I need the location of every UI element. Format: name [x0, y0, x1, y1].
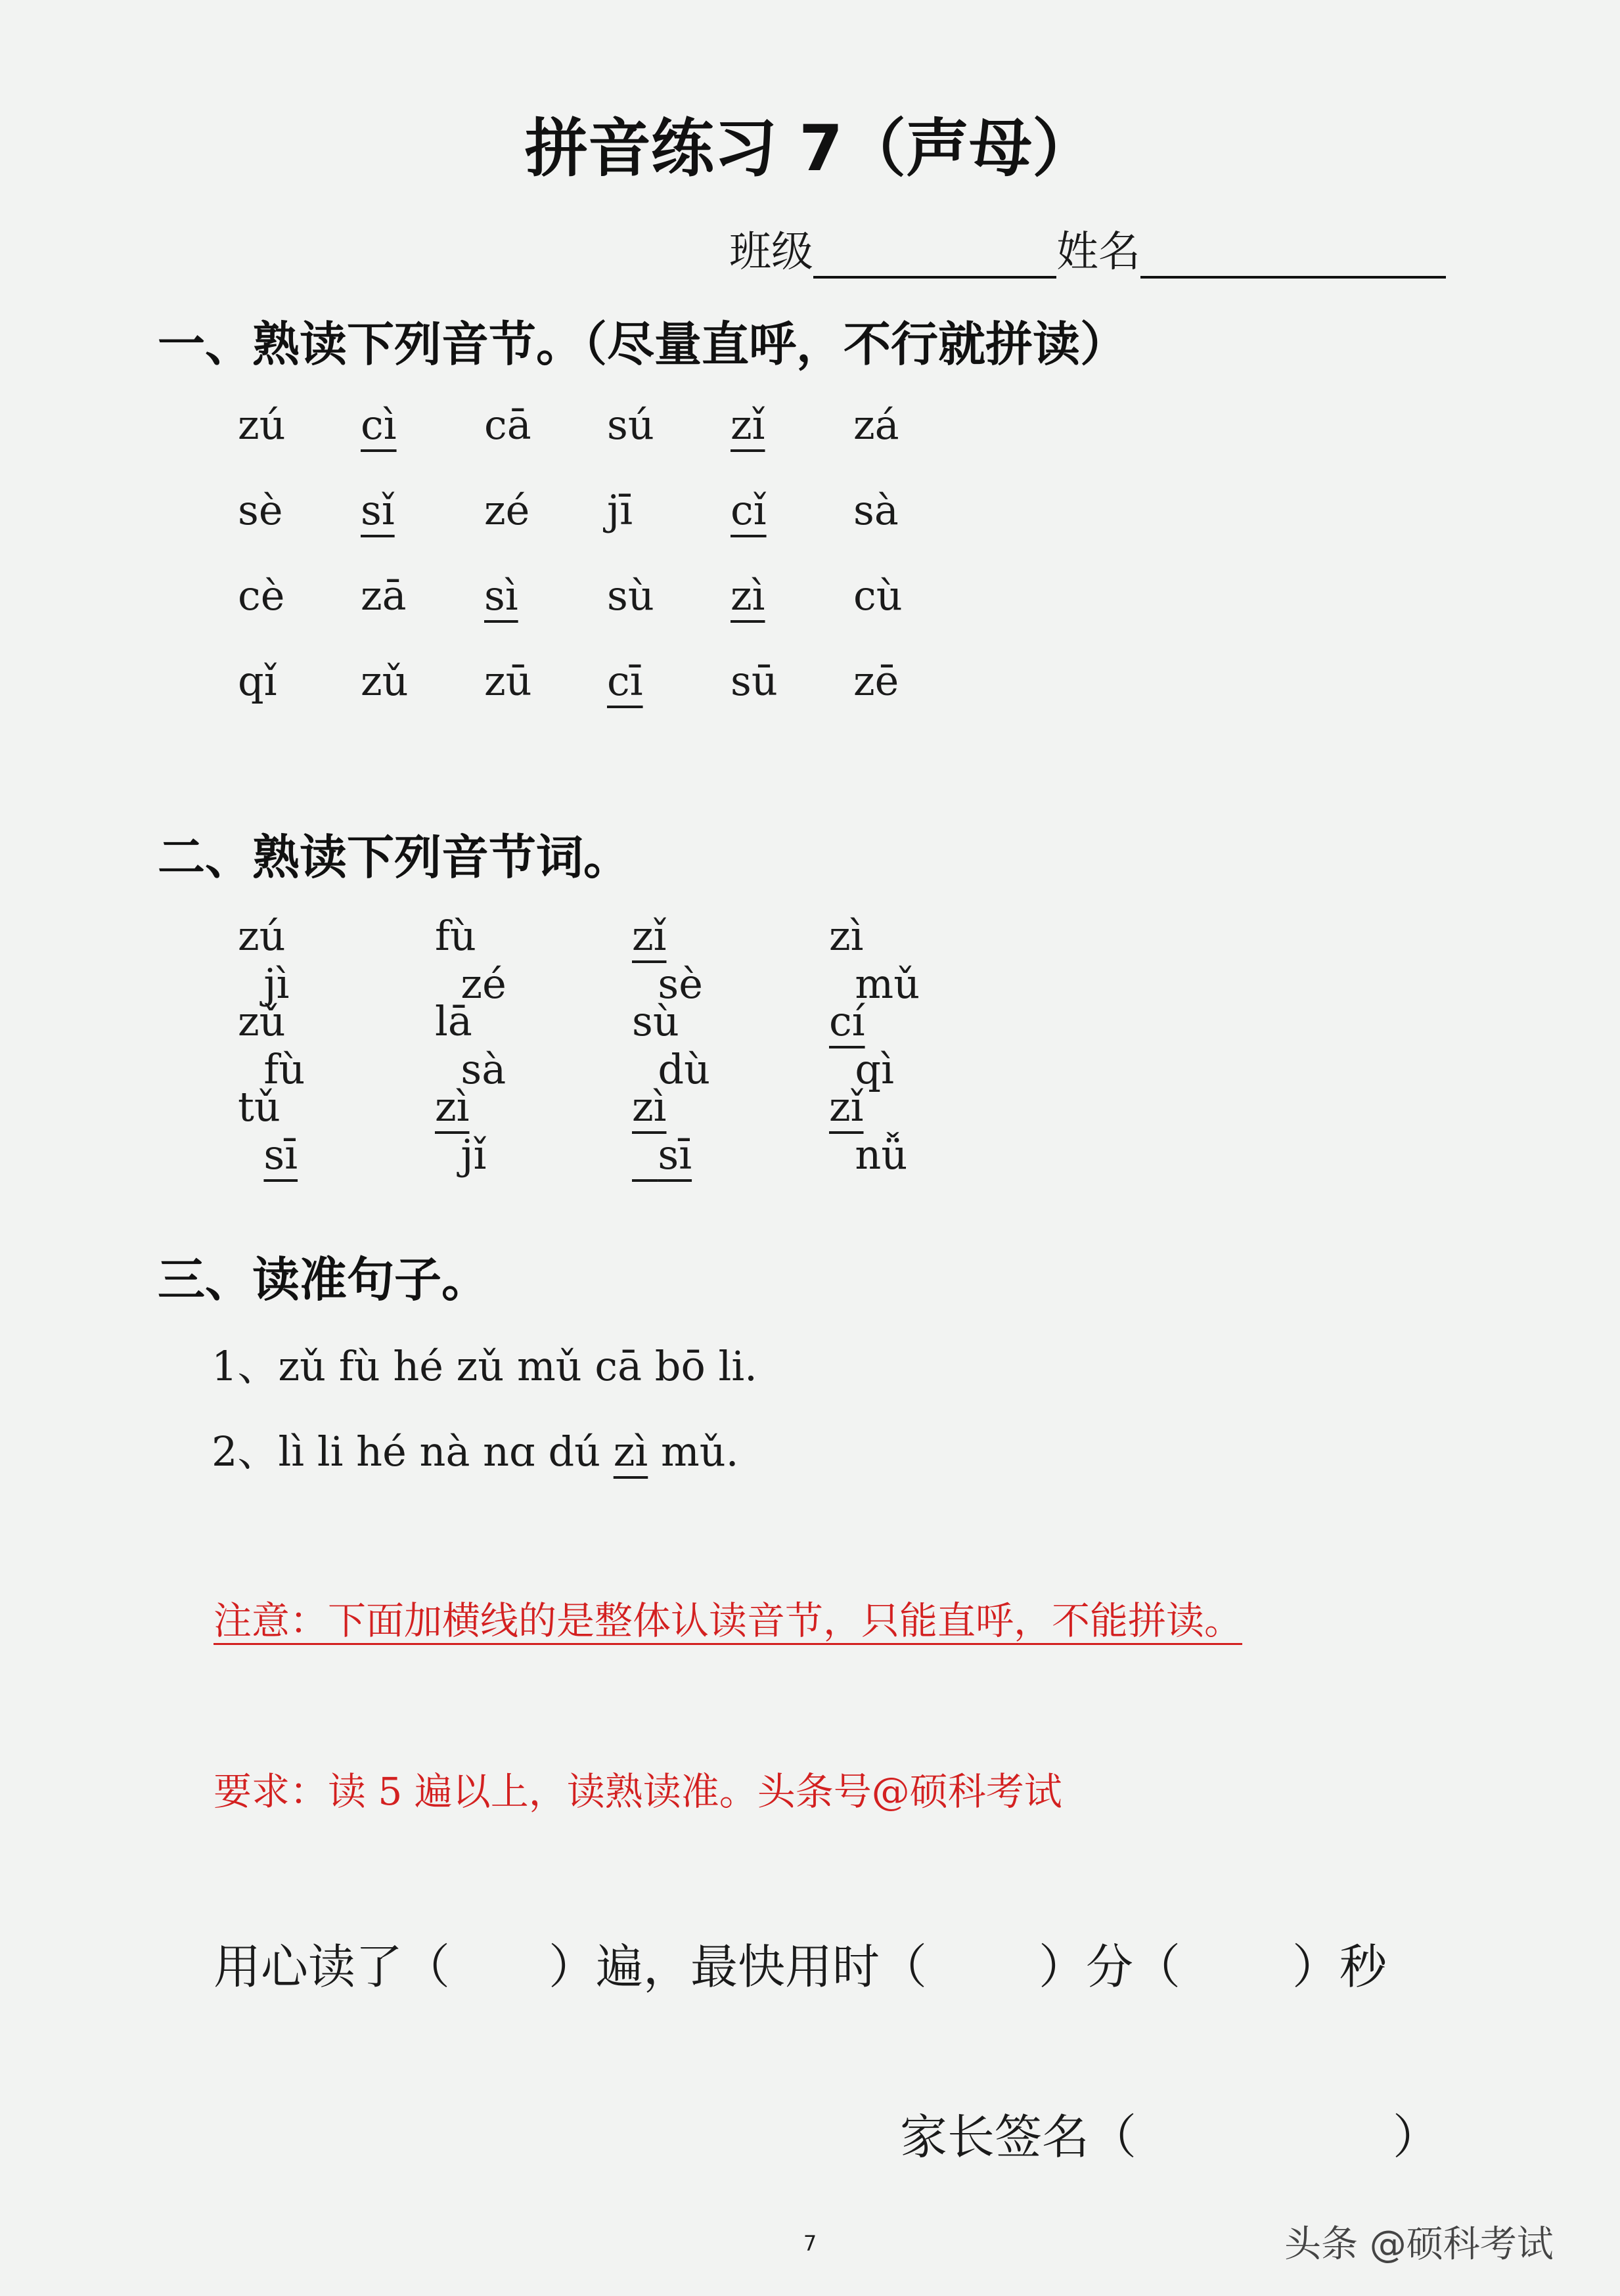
syllable: cì — [361, 401, 397, 449]
syllable: sù — [607, 572, 654, 619]
syllable: jì — [263, 960, 290, 1008]
syllable-word — [632, 1083, 692, 1179]
section3-title: 三、读准句子。 — [158, 1252, 489, 1307]
syllable: dù — [658, 1045, 711, 1093]
syllable: zé — [461, 960, 506, 1008]
syllable: mǔ — [855, 960, 920, 1008]
syllable: sǐ — [361, 486, 395, 534]
syllable: cī — [607, 657, 643, 705]
sentence — [212, 1419, 738, 1477]
syllable: sū — [731, 657, 778, 705]
syllable-word — [435, 997, 506, 1093]
requirement-text: 要求：读 5 遍以上，读熟读准。头条号@硕科考试 — [214, 1769, 1062, 1814]
syllable: sà — [461, 1045, 506, 1093]
syllable: cù — [853, 572, 903, 619]
syllable: cā — [484, 401, 531, 449]
syllable: sì — [484, 572, 518, 619]
sentence — [212, 1334, 757, 1392]
read-suffix: ）秒 — [1292, 1939, 1387, 1994]
section1-title: 一、熟读下列音节。（尽量直呼，不行就拼读） — [158, 317, 1128, 372]
syllable: qì — [855, 1045, 894, 1093]
sentence-part: zì — [613, 1428, 648, 1475]
sentence-part: mǔ. — [648, 1428, 739, 1475]
syllable: fù — [435, 912, 476, 960]
class-label: 班级 — [729, 228, 813, 277]
syllable: zú — [238, 401, 286, 449]
syllable-word — [238, 1083, 298, 1179]
class-field[interactable] — [813, 230, 1056, 279]
sentence-part: 1、zǔ fù hé zǔ mǔ cā bō li. — [212, 1342, 757, 1390]
syllable: tǔ — [238, 1083, 281, 1131]
syllable-word — [632, 912, 703, 1008]
syllable: zū — [484, 657, 532, 705]
syllable: zé — [484, 486, 530, 534]
syllable: sù — [632, 997, 679, 1045]
syllable-word — [829, 1083, 907, 1179]
name-bar — [729, 218, 1446, 279]
syllable: zā — [361, 572, 407, 619]
read-mid2: ）分（ — [1039, 1939, 1181, 1994]
read-mid1: ）遍，最快用时（ — [549, 1939, 928, 1994]
syllable: sè — [238, 486, 283, 534]
sentence-part: 2、lì li hé nà nɑ dú — [212, 1428, 614, 1475]
syllable: zǐ — [731, 401, 765, 449]
syllable: zē — [853, 657, 899, 705]
syllable: fù — [263, 1045, 305, 1093]
syllable: lā — [435, 997, 472, 1045]
syllable-word — [238, 997, 305, 1093]
syllable: jī — [607, 486, 633, 534]
read-prefix: 用心读了（ — [214, 1939, 451, 1994]
watermark: 头条 @硕科考试 — [1284, 2223, 1554, 2266]
syllable-word — [829, 997, 894, 1093]
syllable: nǚ — [855, 1131, 908, 1179]
syllable: sú — [607, 401, 654, 449]
section2-title: 二、熟读下列音节词。 — [158, 830, 631, 885]
syllable-word — [632, 997, 710, 1093]
syllable: zá — [853, 401, 899, 449]
syllable-word — [829, 912, 920, 1008]
name-field[interactable] — [1140, 230, 1446, 279]
reading-record — [214, 1929, 1387, 1997]
parent-label: 家长签名（ — [900, 2109, 1137, 2165]
syllable-word — [238, 912, 289, 1008]
syllable: cí — [829, 997, 865, 1045]
page-number: 7 — [803, 2231, 817, 2256]
syllable: zǔ — [238, 997, 286, 1045]
syllable: cǐ — [731, 486, 767, 534]
syllable-word — [435, 912, 506, 1008]
parent-close: ） — [1393, 2109, 1441, 2165]
syllable: zǐ — [829, 1083, 864, 1131]
syllable: sè — [658, 960, 703, 1008]
syllable: jǐ — [461, 1131, 487, 1179]
syllable: qǐ — [238, 657, 277, 705]
name-label: 姓名 — [1056, 228, 1140, 277]
syllable: zú — [238, 912, 286, 960]
syllable: zì — [731, 572, 765, 619]
syllable-word — [435, 1083, 486, 1179]
syllable: zǔ — [361, 657, 409, 705]
syllable: sà — [853, 486, 899, 534]
syllable: zì — [829, 912, 864, 960]
syllable: zì — [632, 1083, 667, 1131]
page-title: 拼音练习 7（声母） — [524, 112, 1096, 185]
syllable: cè — [238, 572, 285, 619]
syllable: sī — [263, 1131, 298, 1179]
syllable: zǐ — [632, 912, 667, 960]
syllable: sī — [658, 1131, 692, 1179]
notice-text: 注意：下面加横线的是整体认读音节，只能直呼，不能拼读。 — [214, 1598, 1243, 1643]
parent-signature — [900, 2099, 1440, 2167]
syllable: zì — [435, 1083, 470, 1131]
